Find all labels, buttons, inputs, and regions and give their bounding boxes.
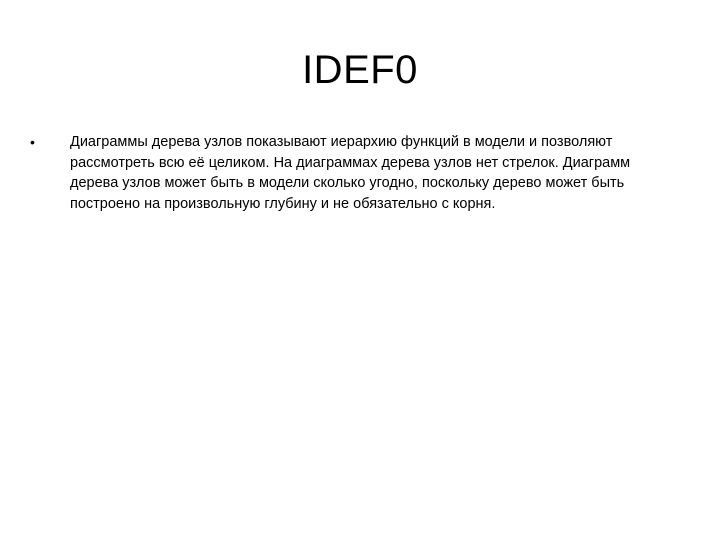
slide-title: IDEF0 [302, 48, 418, 92]
bullet-item [30, 132, 680, 214]
bullet-text: Диаграммы дерева узлов показывают иерархию функций в модели и позволяют рассмотреть всю её целиком. На диаграммах дерева узлов нет стрелок. Диаграмм дерева узлов может быть в модели сколько угодно, поскольку дерево может быть построено на произвольную глубину и не обязательно с корня. [70, 134, 631, 212]
bullet-dot-icon: • [30, 134, 35, 150]
slide-body [30, 132, 680, 214]
